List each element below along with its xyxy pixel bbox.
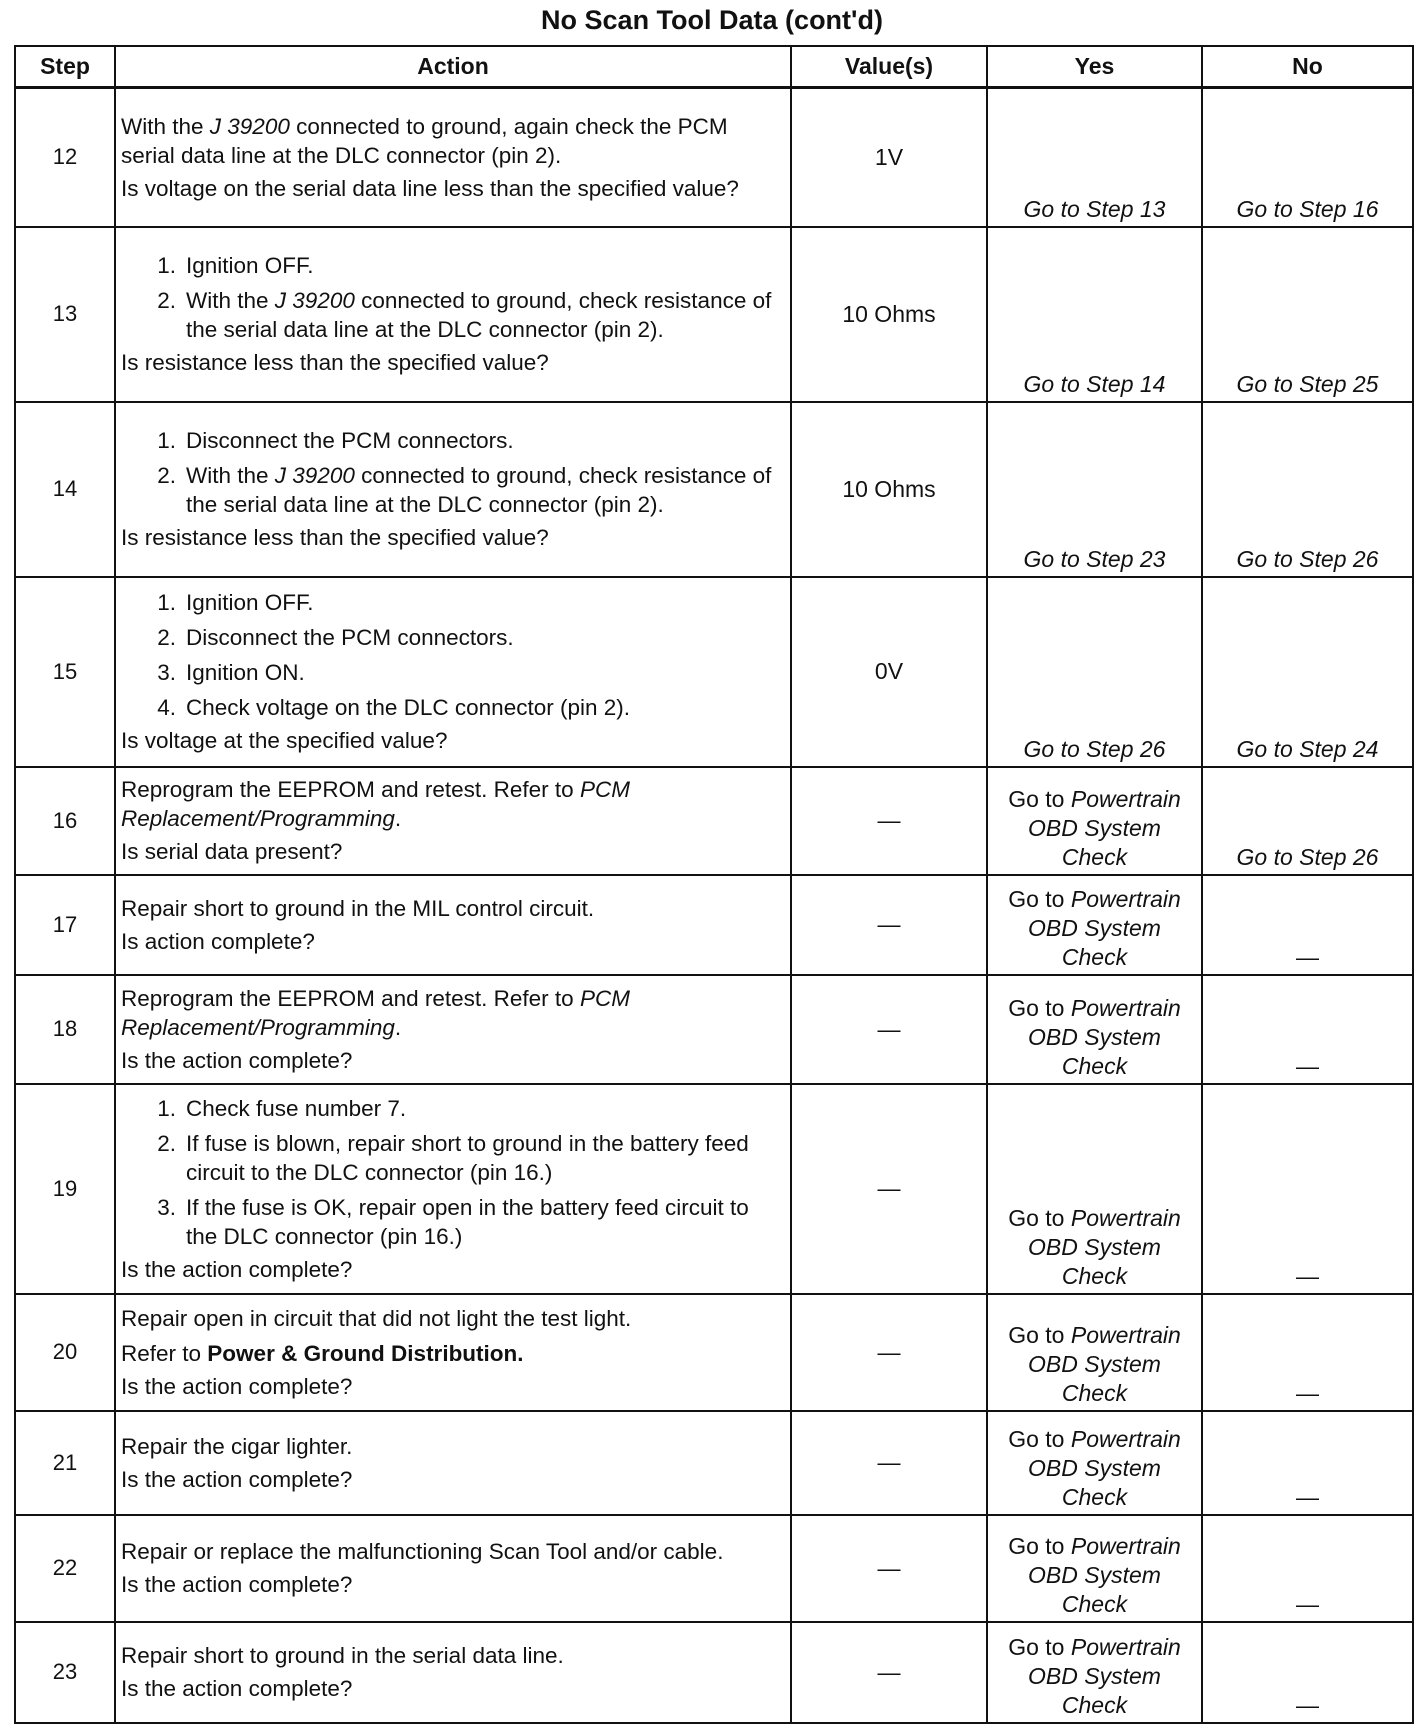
action-cell	[115, 975, 791, 1084]
table-row	[15, 402, 1413, 577]
action-step-item: 1. Disconnect the PCM connectors.	[157, 428, 514, 453]
header-yes: Yes	[987, 46, 1202, 88]
step-number: 14	[15, 402, 115, 577]
yes-result: Go to Powertrain OBD System Check	[987, 875, 1202, 975]
step-number: 22	[15, 1515, 115, 1622]
action-text: Repair the cigar lighter.	[121, 1433, 353, 1459]
header-value: Value(s)	[791, 46, 987, 88]
table-row	[15, 1515, 1413, 1622]
table-row	[15, 1294, 1413, 1411]
table-row	[15, 577, 1413, 767]
action-step-item: 3. Ignition ON.	[157, 660, 305, 685]
value-cell: —	[791, 767, 987, 875]
action-steps	[121, 588, 784, 722]
value-cell: —	[791, 875, 987, 975]
action-question: Is serial data present?	[121, 839, 343, 864]
header-no: No	[1202, 46, 1413, 88]
action-cell	[115, 1622, 791, 1723]
no-result: Go to Step 25	[1202, 227, 1413, 402]
action-text: With the J 39200 connected to ground, again check the PCM serial data line at the DLC connector (pin 2).	[121, 113, 728, 168]
yes-result: Go to Step 13	[987, 88, 1202, 227]
table-row	[15, 1411, 1413, 1515]
step-number: 21	[15, 1411, 115, 1515]
action-text: Repair open in circuit that did not light the test light.	[121, 1305, 632, 1331]
value-cell: 1V	[791, 88, 987, 227]
action-step-item: 1. Check fuse number 7.	[157, 1095, 407, 1121]
action-text: Repair or replace the malfunctioning Scan Tool and/or cable.	[121, 1539, 724, 1564]
action-cell	[115, 402, 791, 577]
action-steps	[121, 251, 784, 344]
action-cell	[115, 875, 791, 975]
value-cell: —	[791, 1411, 987, 1515]
step-number: 17	[15, 875, 115, 975]
value-cell: 0V	[791, 577, 987, 767]
table-row	[15, 1622, 1413, 1723]
header-step: Step	[15, 46, 115, 88]
action-text: Repair short to ground in the MIL control circuit.	[121, 895, 595, 921]
table-row	[15, 88, 1413, 227]
action-question: Is the action complete?	[121, 1256, 353, 1282]
yes-result: Go to Powertrain OBD System Check	[987, 1294, 1202, 1411]
step-number: 20	[15, 1294, 115, 1411]
action-cell	[115, 1515, 791, 1622]
value-cell: 10 Ohms	[791, 402, 987, 577]
value-cell: 10 Ohms	[791, 227, 987, 402]
action-question: Is voltage on the serial data line less than the specified value?	[121, 175, 739, 201]
action-question: Is the action complete?	[121, 1047, 353, 1073]
table-row	[15, 767, 1413, 875]
diagnostic-table	[14, 45, 1414, 1724]
table-row	[15, 875, 1413, 975]
action-step-item: 2. With the J 39200 connected to ground, check resistance of the serial data line at the DLC connector (pin 2).	[157, 288, 772, 342]
action-steps	[121, 1094, 784, 1251]
action-step-item: 2. Disconnect the PCM connectors.	[157, 625, 514, 650]
action-question: Is resistance less than the specified value?	[121, 525, 549, 550]
value-cell: —	[791, 1294, 987, 1411]
no-result: —	[1202, 1411, 1413, 1515]
action-text: Reprogram the EEPROM and retest. Refer to PCM Replacement/Programming.	[121, 985, 630, 1040]
yes-result: Go to Powertrain OBD System Check	[987, 1515, 1202, 1622]
action-cell	[115, 1411, 791, 1515]
step-number: 12	[15, 88, 115, 227]
step-number: 19	[15, 1084, 115, 1294]
no-result: —	[1202, 1622, 1413, 1723]
no-result: —	[1202, 1294, 1413, 1411]
action-step-item: 1. Ignition OFF.	[157, 253, 314, 278]
step-number: 15	[15, 577, 115, 767]
action-cell	[115, 88, 791, 227]
action-question: Is the action complete?	[121, 1373, 353, 1399]
step-number: 23	[15, 1622, 115, 1723]
action-step-item: 3. If the fuse is OK, repair open in the battery feed circuit to the DLC connector (pin 16.)	[157, 1194, 749, 1249]
header-action: Action	[115, 46, 791, 88]
no-result: —	[1202, 1515, 1413, 1622]
table-row	[15, 1084, 1413, 1294]
no-result: —	[1202, 975, 1413, 1084]
action-text: Reprogram the EEPROM and retest. Refer to PCM Replacement/Programming.	[121, 777, 630, 831]
table-row	[15, 975, 1413, 1084]
action-question: Is the action complete?	[121, 1466, 353, 1492]
action-question: Is resistance less than the specified value?	[121, 350, 549, 375]
yes-result: Go to Step 26	[987, 577, 1202, 767]
page-title: No Scan Tool Data (cont'd)	[541, 5, 883, 35]
action-cell	[115, 577, 791, 767]
table-row	[15, 227, 1413, 402]
action-question: Is the action complete?	[121, 1676, 353, 1701]
yes-result: Go to Step 23	[987, 402, 1202, 577]
step-number: 16	[15, 767, 115, 875]
no-result: Go to Step 24	[1202, 577, 1413, 767]
action-question: Is action complete?	[121, 928, 315, 954]
yes-result: Go to Powertrain OBD System Check	[987, 1084, 1202, 1294]
no-result: Go to Step 26	[1202, 402, 1413, 577]
action-question: Is the action complete?	[121, 1572, 353, 1597]
action-text: Repair short to ground in the serial data line.	[121, 1643, 564, 1668]
action-step-item: 4. Check voltage on the DLC connector (pin 2).	[157, 695, 630, 720]
step-number: 13	[15, 227, 115, 402]
action-step-item: 2. With the J 39200 connected to ground, check resistance of the serial data line at the DLC connector (pin 2).	[157, 463, 772, 517]
step-number: 18	[15, 975, 115, 1084]
no-result: —	[1202, 875, 1413, 975]
action-cell	[115, 227, 791, 402]
action-cell	[115, 1294, 791, 1411]
no-result: Go to Step 16	[1202, 88, 1413, 227]
yes-result: Go to Powertrain OBD System Check	[987, 1622, 1202, 1723]
value-cell: —	[791, 1084, 987, 1294]
action-cell	[115, 767, 791, 875]
no-result: Go to Step 26	[1202, 767, 1413, 875]
table-header-row	[15, 46, 1413, 88]
action-reference: Refer to Power & Ground Distribution.	[121, 1340, 524, 1366]
yes-result: Go to Step 14	[987, 227, 1202, 402]
yes-result: Go to Powertrain OBD System Check	[987, 1411, 1202, 1515]
value-cell: —	[791, 975, 987, 1084]
action-step-item: 2. If fuse is blown, repair short to ground in the battery feed circuit to the DLC connector (pin 16.)	[157, 1130, 749, 1185]
action-question: Is voltage at the specified value?	[121, 728, 448, 753]
value-cell: —	[791, 1515, 987, 1622]
yes-result: Go to Powertrain OBD System Check	[987, 767, 1202, 875]
yes-result: Go to Powertrain OBD System Check	[987, 975, 1202, 1084]
action-cell	[115, 1084, 791, 1294]
value-cell: —	[791, 1622, 987, 1723]
action-steps	[121, 426, 784, 519]
no-result: —	[1202, 1084, 1413, 1294]
action-step-item: 1. Ignition OFF.	[157, 590, 314, 615]
